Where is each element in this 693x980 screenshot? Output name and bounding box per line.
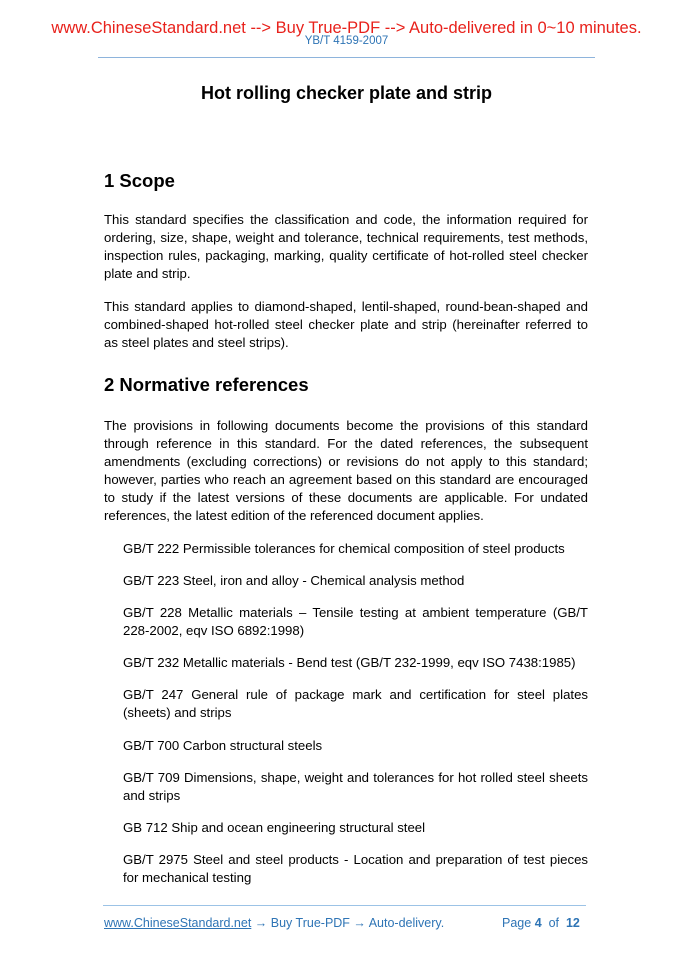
reference-item: GB/T 232 Metallic materials - Bend test (GB/T 232-1999, eqv ISO 7438:1985)	[123, 655, 576, 670]
section-heading-scope: 1 Scope	[104, 170, 175, 191]
reference-item: GB/T 222 Permissible tolerances for chemical composition of steel products	[123, 541, 565, 556]
promo-banner[interactable]: www.ChineseStandard.net --> Buy True-PDF --> Auto-delivered in 0~10 minutes.	[51, 19, 642, 37]
reference-item: GB/T 247 General rule of package mark and certification for steel plates (sheets) and strips	[123, 687, 588, 720]
page-total: 12	[565, 916, 580, 930]
footer-promo-tail: → Buy True-PDF → Auto-delivery.	[251, 916, 445, 930]
reference-item: GB 712 Ship and ocean engineering structural steel	[123, 820, 426, 835]
page-current: 4	[534, 916, 542, 930]
section-heading-normative-references: 2 Normative references	[104, 374, 309, 395]
standard-code: YB/T 4159-2007	[304, 35, 389, 47]
scope-paragraph-2: This standard applies to diamond-shaped, lentil-shaped, round-bean-shaped and combined-shaped hot-rolled steel checker plate and strip (hereinafter referred to as steel plates and steel strips).	[104, 299, 588, 350]
normative-intro-paragraph: The provisions in following documents become the provisions of this standard through reference in this standard. For the dated references, the subsequent amendments (excluding corrections) or revisions do not apply to this standard; however, parties who reach an agreement based on this standard are encouraged to study if the latest versions of these documents are applicable. For undated references, the latest edition of the referenced document applies.	[104, 418, 588, 523]
reference-item: GB/T 709 Dimensions, shape, weight and tolerances for hot rolled steel sheets and strips	[123, 770, 588, 803]
footer-divider	[103, 905, 586, 906]
reference-item: GB/T 2975 Steel and steel products - Location and preparation of test pieces for mechanical testing	[123, 852, 588, 885]
page-of-label: of	[548, 916, 560, 930]
document-title: Hot rolling checker plate and strip	[200, 83, 493, 103]
reference-item: GB/T 228 Metallic materials – Tensile testing at ambient temperature (GB/T 228-2002, eqv ISO 6892:1998)	[123, 605, 588, 638]
scope-paragraph-1: This standard specifies the classification and code, the information required for ordering, size, shape, weight and tolerance, technical requirements, test methods, inspection rules, packaging, marking, quality certificate of hot-rolled steel checker plate and strip.	[104, 212, 588, 281]
page-label: Page	[502, 916, 532, 930]
reference-item: GB/T 223 Steel, iron and alloy - Chemical analysis method	[123, 573, 465, 588]
page-indicator	[502, 916, 580, 931]
footer-promo	[104, 916, 444, 931]
header-divider	[98, 57, 595, 58]
reference-item: GB/T 700 Carbon structural steels	[123, 738, 323, 753]
footer-site-link[interactable]: www.ChineseStandard.net	[104, 916, 252, 930]
